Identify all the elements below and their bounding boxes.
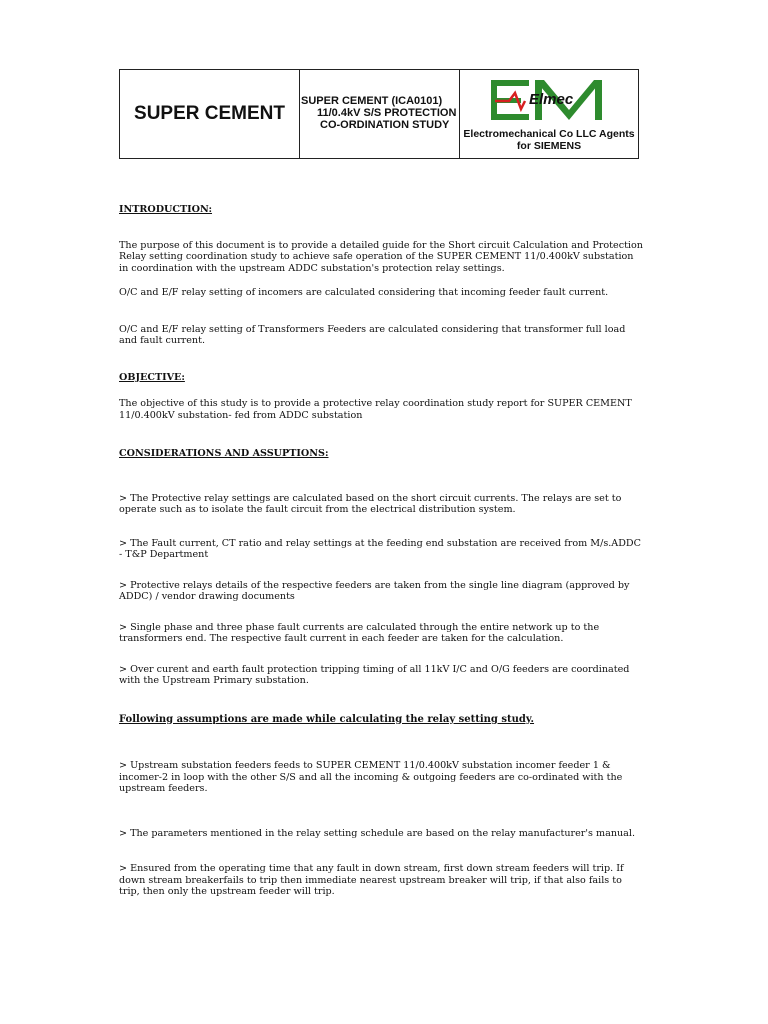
introduction-heading: INTRODUCTION: (119, 204, 213, 215)
assumption-item: > The parameters mentioned in the relay setting schedule are based on the relay manufacturer's manual. (119, 827, 636, 839)
assumption-item: > Upstream substation feeders feeds to SUPER CEMENT 11/0.400kV substation incomer feeder 1 & incomer-2 in loop with the other S/S and all the incoming & outgoing feeders are co-ordinated with the upstream feeders. (119, 760, 623, 794)
consideration-item: > Single phase and three phase fault currents are calculated through the entire network up to the transformers end. The respective fault current in each feeder are taken for the calculation. (119, 621, 600, 644)
company-name: SUPER CEMENT (134, 103, 285, 124)
logo-text: Elmec (529, 91, 574, 108)
intro-paragraph-1: The purpose of this document is to provide a detailed guide for the Short circuit Calculation and Protection Relay setting coordination study to achieve safe operation of the SUPER CEMENT 11/0.400kV substation in coordination with the upstream ADDC substation's protection relay settings. (119, 239, 643, 274)
objective-heading: OBJECTIVE: (119, 371, 185, 383)
consideration-item: > The Fault current, CT ratio and relay settings at the feeding end substation are received from M/s.ADDC - T&P Department (119, 537, 641, 560)
intro-paragraph-2: O/C and E/F relay setting of incomers are calculated considering that incoming feeder fault current. (119, 287, 609, 298)
project-line-2: 11/0.4kV S/S PROTECTION (317, 107, 457, 119)
agent-text (463, 128, 634, 152)
consideration-item: > Protective relays details of the respective feeders are taken from the single line diagram (approved by ADDC) / vendor drawing documents (119, 579, 630, 602)
project-cell (300, 70, 460, 158)
objective-paragraph: The objective of this study is to provide a protective relay coordination study report for SUPER CEMENT 11/0.400kV substation- fed from ADDC substation (119, 398, 632, 421)
project-line-1: SUPER CEMENT (ICA0101) (301, 95, 443, 107)
logo-cell (460, 70, 638, 158)
company-cell (120, 70, 300, 158)
project-line-3: CO-ORDINATION STUDY (320, 119, 450, 131)
agent-line-2: for SIEMENS (516, 140, 582, 152)
consideration-item: > The Protective relay settings are calculated based on the short circuit currents. The relays are set to operate such as to isolate the fault circuit from the electrical distribution system. (119, 492, 622, 515)
agent-line-1: Electromechanical Co LLC Agents (463, 128, 635, 140)
document-body (119, 204, 644, 898)
intro-paragraph-3: O/C and E/F relay setting of Transformers Feeders are calculated considering that transformer full load and fault current. (119, 323, 626, 346)
considerations-heading: CONSIDERATIONS AND ASSUPTIONS: (119, 448, 329, 459)
assumption-item: > Ensured from the operating time that any fault in down stream, first down stream feeders will trip. If down stream breakerfails to trip then immediate nearest upstream breaker will trip, if that also fails to trip, then only the upstream feeder will trip. (119, 863, 624, 897)
assumptions-heading: Following assumptions are made while calculating the relay setting study. (119, 713, 535, 725)
consideration-item: > Over curent and earth fault protection tripping timing of all 11kV I/C and O/G feeders are coordinated with the Upstream Primary substation. (119, 663, 630, 686)
elmec-logo (489, 76, 609, 126)
header-table (119, 69, 639, 159)
